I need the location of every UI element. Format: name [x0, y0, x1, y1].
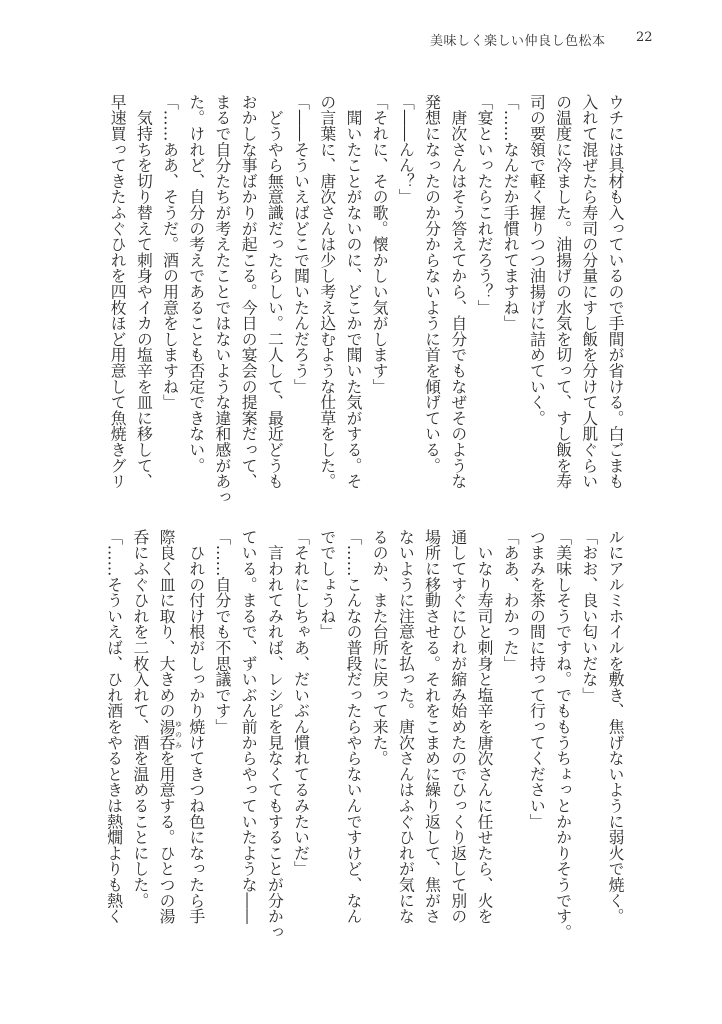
- page-number: 22: [636, 30, 653, 45]
- text-line: 発想になったのか分からないように首を傾げている。: [422, 94, 442, 474]
- text-line: 唐次さんはそう答えてから、自分でもなぜそのような: [448, 94, 468, 489]
- text-segment: 際良く皿に取り、大きめの: [157, 529, 177, 719]
- text-line: 「……ああ、そうだ。酒の用意をしますね」: [160, 94, 180, 410]
- text-line: ひれの付け根がしっかり焼けてきつね色になったら手: [186, 529, 206, 924]
- text-line: 司の要領で軽く握りつつ油揚げに詰めていく。: [527, 94, 547, 426]
- text-line: ている。まるで、ずいぶん前からやっていたような――: [239, 529, 259, 924]
- upper-text-block: [104, 94, 628, 505]
- text-line: [153, 529, 183, 949]
- text-line: どうやら無意識だったらしい。二人して、最近どうも: [265, 94, 285, 489]
- text-line: 呑にふぐひれを二枚入れて、酒を温めることにした。: [130, 529, 150, 909]
- text-segment: を用意する。ひとつの湯: [157, 750, 177, 925]
- text-line: ででしょうね」: [317, 529, 337, 640]
- text-line: おかしな事ばかりが起こる。今日の宴会の提案だって、: [239, 94, 259, 489]
- text-line: 聞いたことがないのに、どこかで聞いた気がする。そ: [343, 94, 363, 489]
- text-line: の温度に冷ました。油揚げの水気を切って、すし飯を寿: [553, 94, 573, 489]
- text-line: 場所に移動させる。それをこまめに繰り返して、焦がさ: [422, 529, 442, 924]
- text-line: 「――んん？」: [396, 94, 416, 205]
- text-line: いなり寿司と刺身と塩辛を唐次さんに任せたら、火を: [474, 529, 494, 924]
- text-line: た。けれど、自分の考えであることも否定できない。: [186, 94, 206, 474]
- text-line: 入れて混ぜたら寿司の分量にすし飯を分けて人肌ぐらい: [579, 94, 599, 489]
- ruby-word: [157, 718, 183, 751]
- text-line: 「宴といったらこれだろう？」: [474, 94, 494, 316]
- text-line: 気持ちを切り替えて刺身やイカの塩辛を皿に移して、: [134, 94, 154, 489]
- text-line: ウチには具材も入っているので手間が省ける。白ごまも: [606, 94, 625, 489]
- ruby-reading: ゆのみ: [174, 718, 183, 751]
- text-line: 「……そういえば、ひれ酒をやるときは熱燗よりも熱く: [104, 529, 124, 924]
- text-line: の言葉に、唐次さんは少し考え込むような仕草をした。: [317, 94, 337, 489]
- text-line: るのか、また台所に戻って来た。: [370, 529, 390, 766]
- text-line: 「美味しそうですね。でももうちょっとかかりそうです。: [553, 529, 573, 940]
- ruby-base: 湯呑: [157, 718, 177, 751]
- text-line: ないように注意を払った。唐次さんはふぐひれが気にな: [396, 529, 416, 924]
- text-line: 「おお、良い匂いだな」: [579, 529, 599, 703]
- text-line: 言われてみれば、レシピを見なくてもすることが分かっ: [265, 529, 285, 940]
- running-header-title: 美味しく楽しい仲良し色松本: [430, 34, 606, 49]
- text-line: 「――そういえばどこで聞いたんだろう」: [291, 94, 311, 395]
- text-line: ルにアルミホイルを敷き、焦げないように弱火で焼く。: [606, 529, 625, 924]
- lower-text-block: [104, 529, 628, 949]
- text-line: 通してすぐにひれが縮み始めたのでひっくり返して別の: [448, 529, 468, 924]
- text-line: 「……なんだか手慣れてますね」: [501, 94, 521, 331]
- text-line: つまみを茶の間に持って行ってください」: [527, 529, 547, 830]
- text-line: 「それにしちゃあ、だいぶん慣れてるみたいだ」: [291, 529, 311, 877]
- text-line: 「ああ、わかった」: [501, 529, 521, 672]
- text-line: 「……自分でも不思議です」: [212, 529, 232, 735]
- text-line: まるで自分たちが考えたことではないような違和感があっ: [212, 94, 232, 505]
- text-line: 「それに、その歌。懐かしい気がします」: [370, 94, 390, 395]
- text-line: 「……こんなの普段だったらやらないんですけど、なん: [343, 529, 363, 924]
- text-line: 早速買ってきたふぐひれを四枚ほど用意して魚焼きグリ: [108, 94, 128, 489]
